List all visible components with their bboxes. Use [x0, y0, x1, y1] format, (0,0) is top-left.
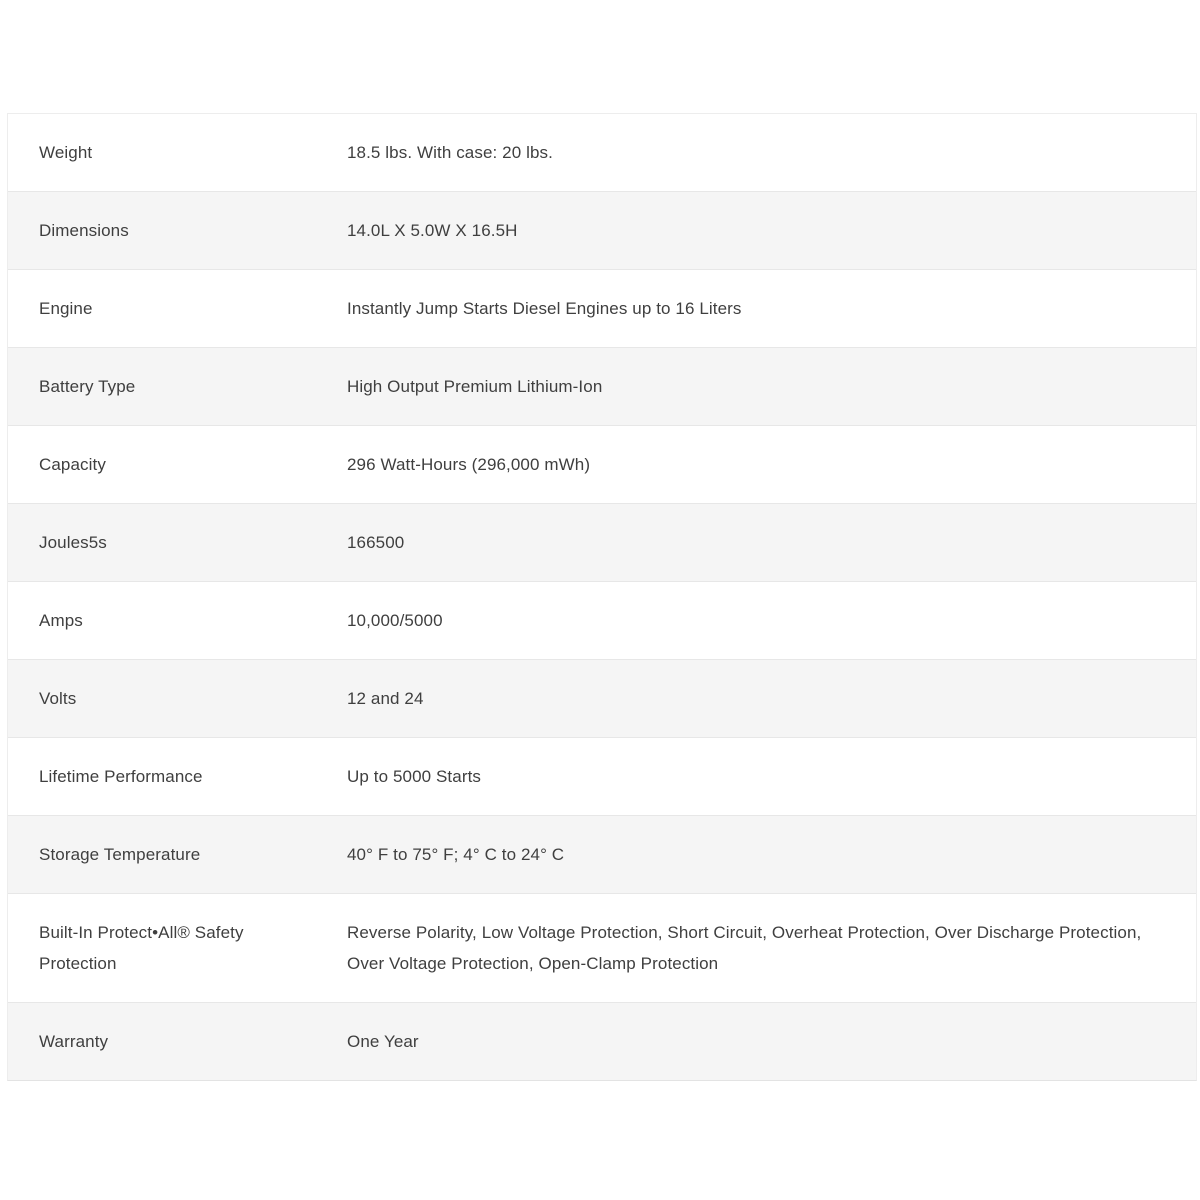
spec-row [8, 738, 1196, 816]
spec-row [8, 816, 1196, 894]
spec-label: Built-In Protect•All® Safety Protection [39, 923, 244, 973]
spec-value: 12 and 24 [347, 689, 424, 708]
spec-label: Dimensions [39, 221, 129, 240]
spec-value: 166500 [347, 533, 405, 552]
spec-row [8, 270, 1196, 348]
spec-value: Reverse Polarity, Low Voltage Protection, Short Circuit, Overheat Protection, Over Discharge Protection, Over Voltage Protection, Open-Clamp Protection [347, 923, 1142, 973]
spec-label: Battery Type [39, 377, 136, 396]
spec-value: One Year [347, 1032, 419, 1051]
spec-value: 40° F to 75° F; 4° C to 24° C [347, 845, 565, 864]
spec-row [8, 348, 1196, 426]
spec-label: Joules5s [39, 533, 107, 552]
spec-value: Up to 5000 Starts [347, 767, 481, 786]
spec-row [8, 114, 1196, 192]
spec-label: Lifetime Performance [39, 767, 203, 786]
spec-row [8, 660, 1196, 738]
spec-label: Weight [39, 143, 93, 162]
spec-label: Storage Temperature [39, 845, 201, 864]
spec-label: Volts [39, 689, 77, 708]
spec-value: 18.5 lbs. With case: 20 lbs. [347, 143, 553, 162]
spec-row [8, 426, 1196, 504]
spec-value: Instantly Jump Starts Diesel Engines up to 16 Liters [347, 299, 742, 318]
spec-row [8, 192, 1196, 270]
spec-label: Amps [39, 611, 83, 630]
spec-value: 14.0L X 5.0W X 16.5H [347, 221, 518, 240]
spec-value: 296 Watt-Hours (296,000 mWh) [347, 455, 591, 474]
spec-label: Warranty [39, 1032, 109, 1051]
spec-row [8, 1003, 1196, 1080]
spec-row [8, 582, 1196, 660]
product-spec-table [7, 113, 1197, 1081]
spec-label: Capacity [39, 455, 106, 474]
spec-value: 10,000/5000 [347, 611, 443, 630]
spec-value: High Output Premium Lithium-Ion [347, 377, 603, 396]
spec-row [8, 894, 1196, 1003]
spec-row [8, 504, 1196, 582]
spec-label: Engine [39, 299, 93, 318]
